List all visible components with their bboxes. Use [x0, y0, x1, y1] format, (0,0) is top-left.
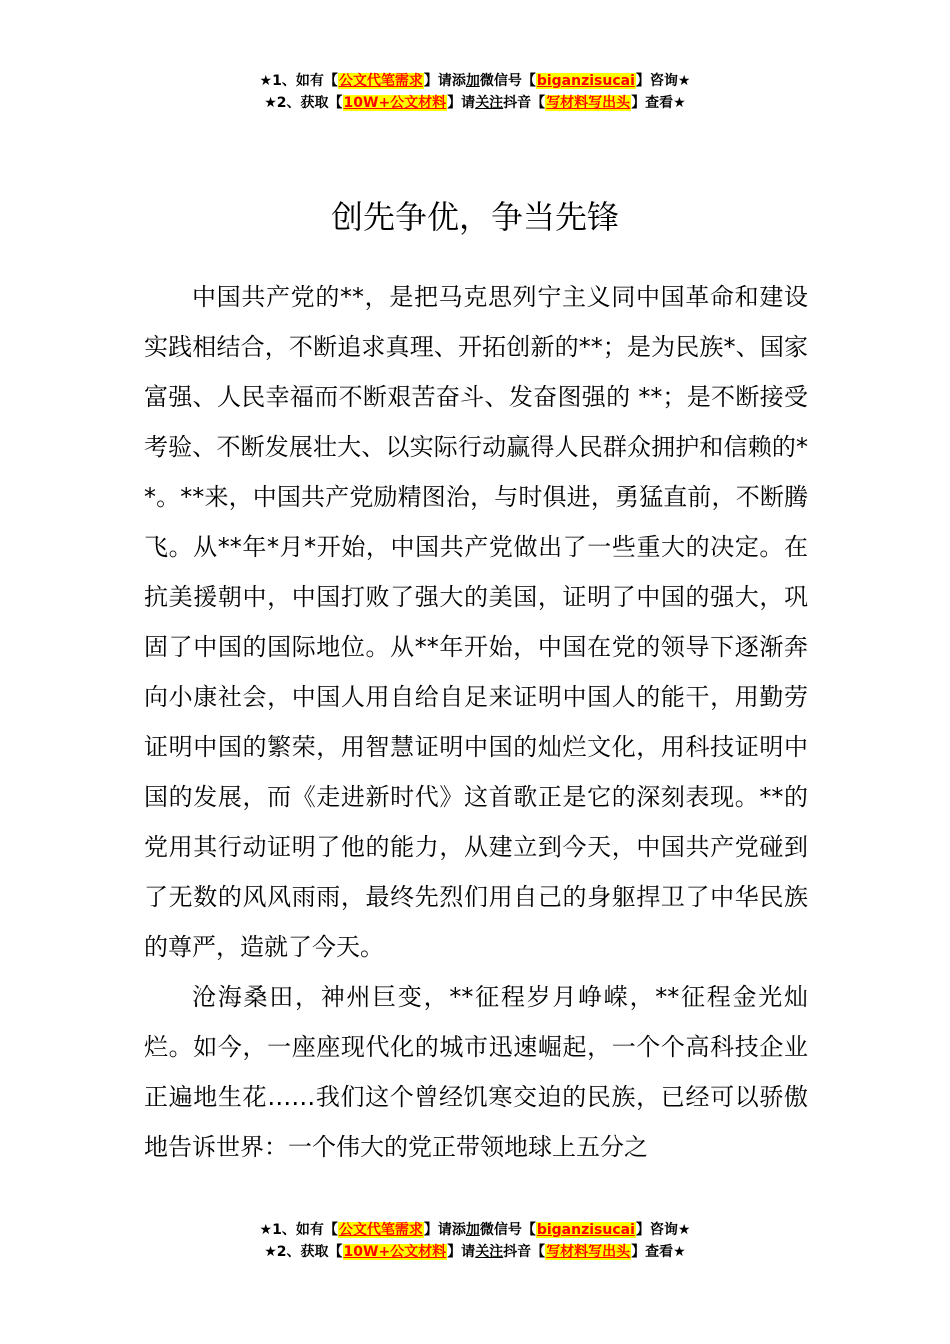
- highlight-douyin-account: 写材料写出头: [546, 1244, 631, 1260]
- banner-emphasis: 关注: [475, 1244, 504, 1260]
- banner-text: 】查看★: [631, 95, 686, 111]
- banner-text: 】查看★: [631, 1244, 686, 1260]
- banner-emphasis: 加: [465, 73, 480, 89]
- highlight-service: 公文代笔需求: [338, 73, 423, 89]
- banner-line-2: [0, 1241, 950, 1263]
- banner-text: ★1、如有【: [259, 1222, 338, 1238]
- banner-emphasis: 关注: [475, 95, 504, 111]
- document-body: [144, 272, 808, 1172]
- banner-text: 】咨询★: [635, 73, 691, 89]
- banner-text: 】请添: [423, 1222, 466, 1238]
- highlight-wechat-id: biganzisucai: [536, 73, 635, 89]
- banner-text: 】请: [447, 1244, 476, 1260]
- highlight-douyin-account: 写材料写出头: [546, 95, 631, 111]
- highlight-wechat-id: biganzisucai: [536, 1222, 635, 1238]
- banner-text: 】请: [447, 95, 476, 111]
- header-banner: [0, 70, 950, 114]
- highlight-materials: 10W+公文材料: [343, 1244, 447, 1260]
- banner-text: 微信号【: [479, 1222, 536, 1238]
- banner-text: ★1、如有【: [259, 73, 338, 89]
- body-paragraph: 沧海桑田，神州巨变，**征程岁月峥嵘，**征程金光灿烂。如今，一座座现代化的城市迅速崛起，一个个高科技企业正遍地生花……我们这个曾经饥寒交迫的民族，已经可以骄傲地告诉世界：一个伟大的党正带领地球上五分之: [144, 983, 808, 1161]
- banner-line-1: [0, 70, 950, 92]
- banner-line-2: [0, 92, 950, 114]
- banner-text: 抖音【: [503, 1244, 546, 1260]
- banner-text: ★2、获取【: [264, 95, 343, 111]
- banner-text: 微信号【: [479, 73, 536, 89]
- banner-text: ★2、获取【: [264, 1244, 343, 1260]
- banner-text: 】咨询★: [635, 1222, 691, 1238]
- banner-text: 抖音【: [503, 95, 546, 111]
- highlight-materials: 10W+公文材料: [343, 95, 447, 111]
- document-title: 创先争优，争当先锋: [330, 198, 619, 237]
- banner-emphasis: 加: [465, 1222, 480, 1238]
- banner-line-1: [0, 1219, 950, 1241]
- highlight-service: 公文代笔需求: [338, 1222, 423, 1238]
- footer-banner: [0, 1219, 950, 1263]
- body-paragraph: 中国共产党的**，是把马克思列宁主义同中国革命和建设实践相结合，不断追求真理、开拓创新的**；是为民族*、国家富强、人民幸福而不断艰苦奋斗、发奋图强的 **；是不断接受考验、不断发展壮大、以实际行动赢得人民群众拥护和信赖的**。**来，中国共产党励精图治，与时俱进，勇猛直前，不断腾飞。从**年*月*开始，中国共产党做出了一些重大的决定。在抗美援朝中，中国打败了强大的美国，证明了中国的强大，巩固了中国的国际地位。从**年开始，中国在党的领导下逐渐奔向小康社会，中国人用自给自足来证明中国人的能干，用勤劳证明中国的繁荣，用智慧证明中国的灿烂文化，用科技证明中国的发展，而《走进新时代》这首歌正是它的深刻表现。**的党用其行动证明了他的能力，从建立到今天，中国共产党碰到了无数的风风雨雨，最终先烈们用自己的身躯捍卫了中华民族的尊严，造就了今天。: [144, 283, 808, 961]
- banner-text: 】请添: [423, 73, 466, 89]
